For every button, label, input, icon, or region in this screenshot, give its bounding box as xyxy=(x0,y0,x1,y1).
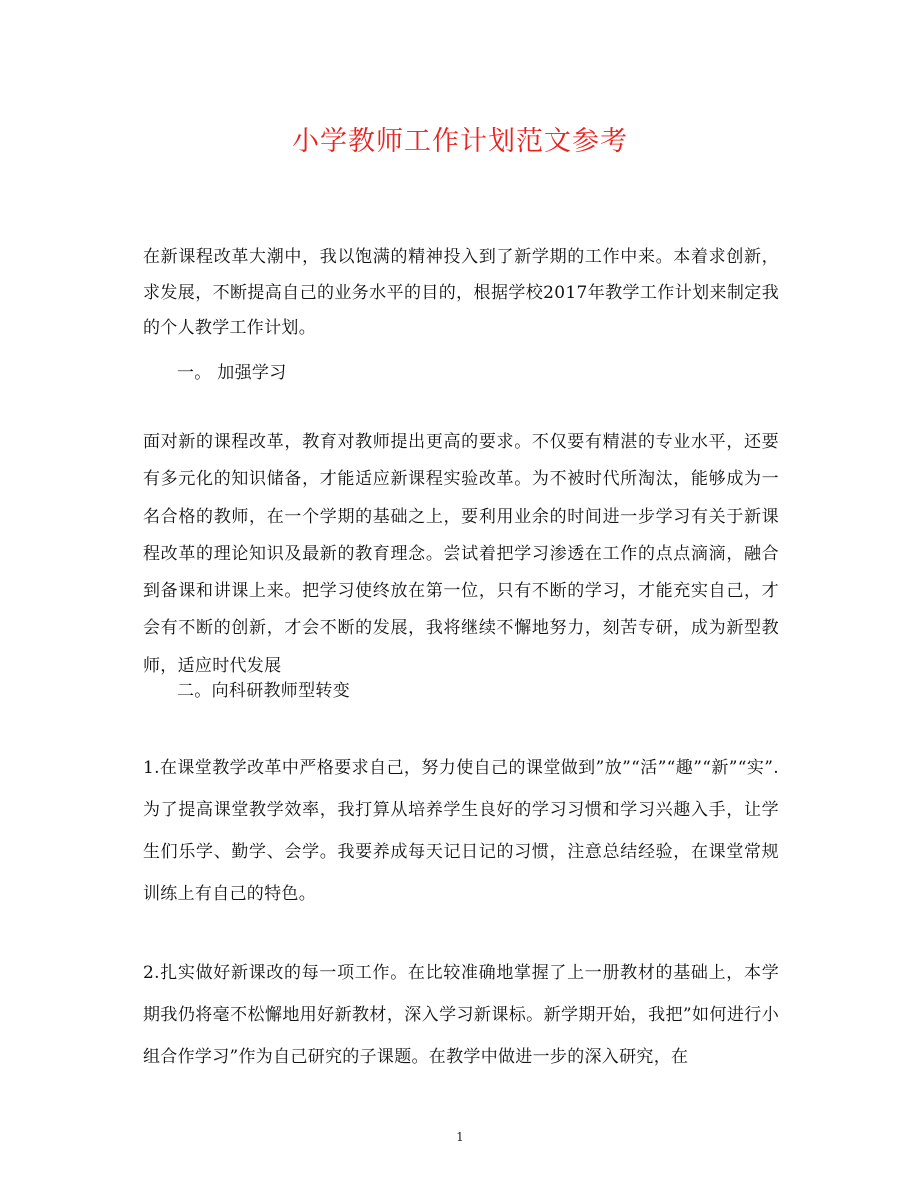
document-title: 小学教师工作计划范文参考 xyxy=(292,126,628,157)
page-number: 1 xyxy=(456,1130,464,1144)
list-item-2: 2.扎实做好新课改的每一项工作。在比较准确地掌握了上一册教材的基础上，本学期我仍将毫不松懈地用好新教材，深入学习新课标。新学期开始，我把”如何进行小组合作学习”作为自己研究的子课题。在教学中做进一步的深入研究，在 xyxy=(143,963,779,1067)
list-item-1: 1.在课堂教学改革中严格要求自己，努力使自己的课堂做到”放”“活”“趣”“新”“实”.为了提高课堂教学效率，我打算从培养学生良好的学习习惯和学习兴趣入手，让学生们乐学、勤学、会学。我要养成每天记日记的习惯，注意总结经验，在课堂常规训练上有自己的特色。 xyxy=(143,758,779,904)
section-heading-1: 一。 加强学习 xyxy=(177,363,287,383)
intro-paragraph: 在新课程改革大潮中，我以饱满的精神投入到了新学期的工作中来。本着求创新，求发展，不断提高自己的业务水平的目的，根据学校2017年教学工作计划来制定我的个人教学工作计划。 xyxy=(143,247,779,338)
section-body-1: 面对新的课程改革，教育对教师提出更高的要求。不仅要有精湛的专业水平，还要有多元化的知识储备，才能适应新课程实验改革。为不被时代所淘汰，能够成为一名合格的教师，在一个学期的基础之上，要利用业余的时间进一步学习有关于新课程改革的理论知识及最新的教育理念。尝试着把学习渗透在工作的点点滴滴，融合到备课和讲课上来。把学习使终放在第一位，只有不断的学习，才能充实自己，才会有不断的创新，才会不断的发展，我将继续不懈地努力，刻苦专研，成为新型教师，适应时代发展 xyxy=(143,432,779,676)
section-heading-2: 二。向科研教师型转变 xyxy=(177,681,350,701)
